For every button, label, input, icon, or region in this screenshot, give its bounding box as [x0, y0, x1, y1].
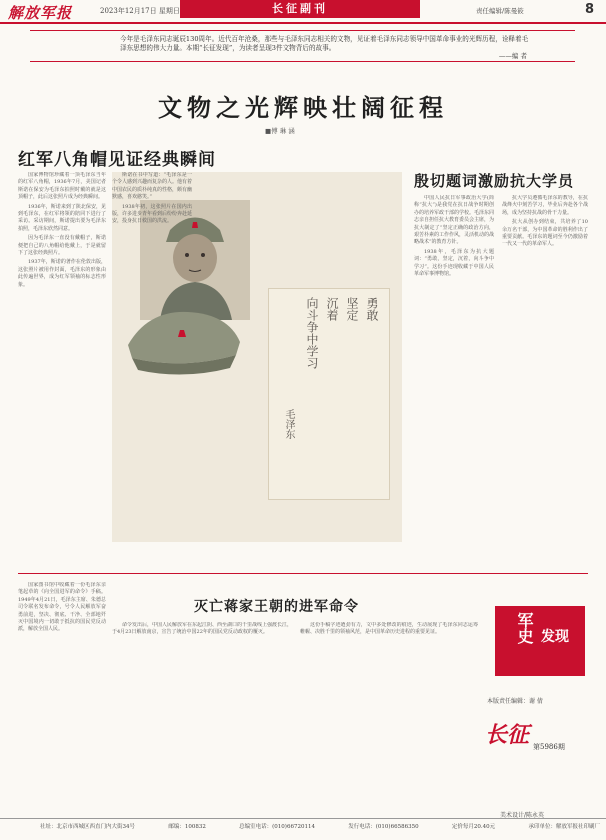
issue-number: 第5986期 — [533, 743, 565, 751]
manuscript-signature: 毛泽东 — [283, 409, 294, 439]
footer-price: 定价每月20.40元 — [451, 824, 496, 830]
editor-note-signature: ——编 者 — [498, 52, 527, 60]
section-title: 长征副刊 — [180, 0, 420, 18]
bottom-article-body-3 — [300, 622, 478, 807]
column-editor-caption: 本版责任编辑：谢 倩 — [487, 698, 543, 705]
right-article-title: 殷切题词激励抗大学员 — [414, 172, 575, 190]
page-title: 文物之光辉映壮阔征程 — [158, 93, 448, 122]
section-editor: 责任编辑/陈曼筱 — [476, 7, 524, 15]
changzheng-logo: 长征 — [485, 722, 530, 748]
bottom-article-body-2 — [112, 622, 292, 807]
column-brand-block — [485, 606, 595, 751]
design-credit: 美术设计/陈永英 — [500, 812, 545, 819]
paragraph: 1936年，斯诺来到了陕北保安，见到毛泽东，在红军将领的陪同下进行了采访。采访期间，斯诺提出要为毛泽东拍照，毛泽东欣然同意。 — [18, 203, 106, 232]
paragraph: 1937年，斯诺的著作在伦敦出版，这张照片被用作封面，毛泽东的形象由此传遍世界，成为红军领袖的标志性形象。 — [18, 259, 106, 288]
paragraph: 斯诺在书中写道：“毛泽东是一个令人感到兴趣而复杂的人。他有着中国农民的质朴纯真的性格，颇有幽默感，喜欢憨笑。” — [112, 172, 192, 201]
footer-printer: 承印单位：解放军报社印刷厂 — [528, 824, 600, 830]
footer-phone: 总编室电话：(010)66720114 — [239, 824, 315, 830]
left-article-body-2 — [112, 172, 192, 290]
paragraph: 命令发出后，中国人民解放军在东起江阴、西至湖口的千里战线上强渡长江，于4月23日解放南京，宣告了统治中国22年的国民党反动政权的覆灭。 — [112, 622, 292, 636]
page-number: 8 — [585, 2, 595, 17]
inscription-manuscript-photo — [268, 288, 390, 500]
paragraph: 国家博物馆珍藏着一顶毛泽东当年的红军八角帽，1936年7月，美国记者斯诺在保安为毛泽东拍照时戴的就是这顶帽子，此后这张照片成为经典瞬间。 — [18, 172, 106, 201]
column-stamp-top: 军史 — [515, 612, 534, 644]
issue-date: 2023年12月17日 星期日 — [100, 7, 180, 15]
bottom-article-body — [18, 582, 106, 807]
manuscript-line: 坚定 — [345, 297, 359, 321]
paragraph: 抗大学员遵循毛泽东的教导，在抗战烽火中刻苦学习，毕业后奔赴各个战场，成为坚持抗战的骨干力量。 — [502, 195, 588, 216]
paragraph: 国家图书馆中收藏着一份毛泽东亲笔起草的《向全国进军的命令》手稿。1949年4月21日，毛泽东主席、朱德总司令联名发布命令，号令人民解放军奋勇前进，坚决、彻底、干净、全部地歼灭中国境内一切敢于抵抗的国民党反动派，解放全国人民。 — [18, 582, 106, 633]
manuscript-line: 勇敢 — [365, 297, 379, 321]
article-author: ■傅 琳 涵 — [265, 127, 295, 135]
footer-rule — [0, 818, 606, 819]
paragraph: 因为毛泽东一直没有戴帽子，斯诺便把自己的八角帽给他戴上，于是就留下了这张经典照片。 — [18, 235, 106, 257]
right-article-body-2 — [502, 195, 588, 570]
footer-address: 社址：北京市西城区西直门内大街34号 — [40, 824, 135, 830]
footer-postcode: 邮编：100832 — [168, 824, 206, 830]
footer-circulation: 发行电话：(010)66586350 — [348, 824, 419, 830]
right-article-body — [414, 195, 494, 570]
editor-note — [30, 30, 575, 62]
manuscript-line: 沉着 — [325, 297, 339, 321]
footer — [40, 822, 600, 830]
left-article-body — [18, 172, 106, 570]
paragraph: 这份手稿字迹遒劲有力，文中多处修改的痕迹，生动展现了毛泽东同志运筹帷幄、决胜千里的领袖风范，是中国革命历史进程的重要见证。 — [300, 622, 478, 636]
editor-note-text: 今年是毛泽东同志诞辰130周年。近代百年沧桑，那些与毛泽东同志相关的文物，见证着毛泽东同志领导中国革命事业的光辉历程，诠释着毛泽东思想的伟大力量。本期“长征发现”，为读者呈现3件文物背后的故事。 — [120, 35, 529, 52]
section-divider — [18, 573, 588, 574]
paragraph: 1938年，毛泽东为抗大题词：“勇敢，坚定，沉着，向斗争中学习”。这份手迹现收藏于中国人民革命军事博物馆。 — [414, 248, 494, 278]
bottom-article-title: 灭亡蒋家王朝的进军命令 — [194, 599, 359, 615]
paragraph: 1938年初，这张照片在国内出版，许多进步青年看到后纷纷奔赴延安，投身抗日救国的洪流。 — [112, 203, 192, 225]
paragraph: 中国人民抗日军事政治大学(简称“抗大”)是我党在抗日战争时期创办的培养军政干部的学校。毛泽东同志亲自担任抗大教育委员会主席，为抗大制定了“坚定正确的政治方向，艰苦朴素的工作作风，灵活机动的战略战术”的教育方针。 — [414, 195, 494, 246]
column-stamp-bottom: 发现 — [541, 629, 569, 645]
eight-cornered-cap-photo — [118, 300, 248, 375]
newspaper-logo: 解放军报 — [8, 4, 73, 22]
left-article-title: 红军八角帽见证经典瞬间 — [18, 150, 216, 170]
manuscript-line: 向斗争中学习 — [305, 297, 319, 369]
paragraph: 抗大从创办到结束，共培养了10余万名干部，为中国革命的胜利作出了重要贡献。毛泽东的题词至今仍激励着一代又一代的革命军人。 — [502, 219, 588, 248]
column-stamp — [495, 606, 585, 676]
